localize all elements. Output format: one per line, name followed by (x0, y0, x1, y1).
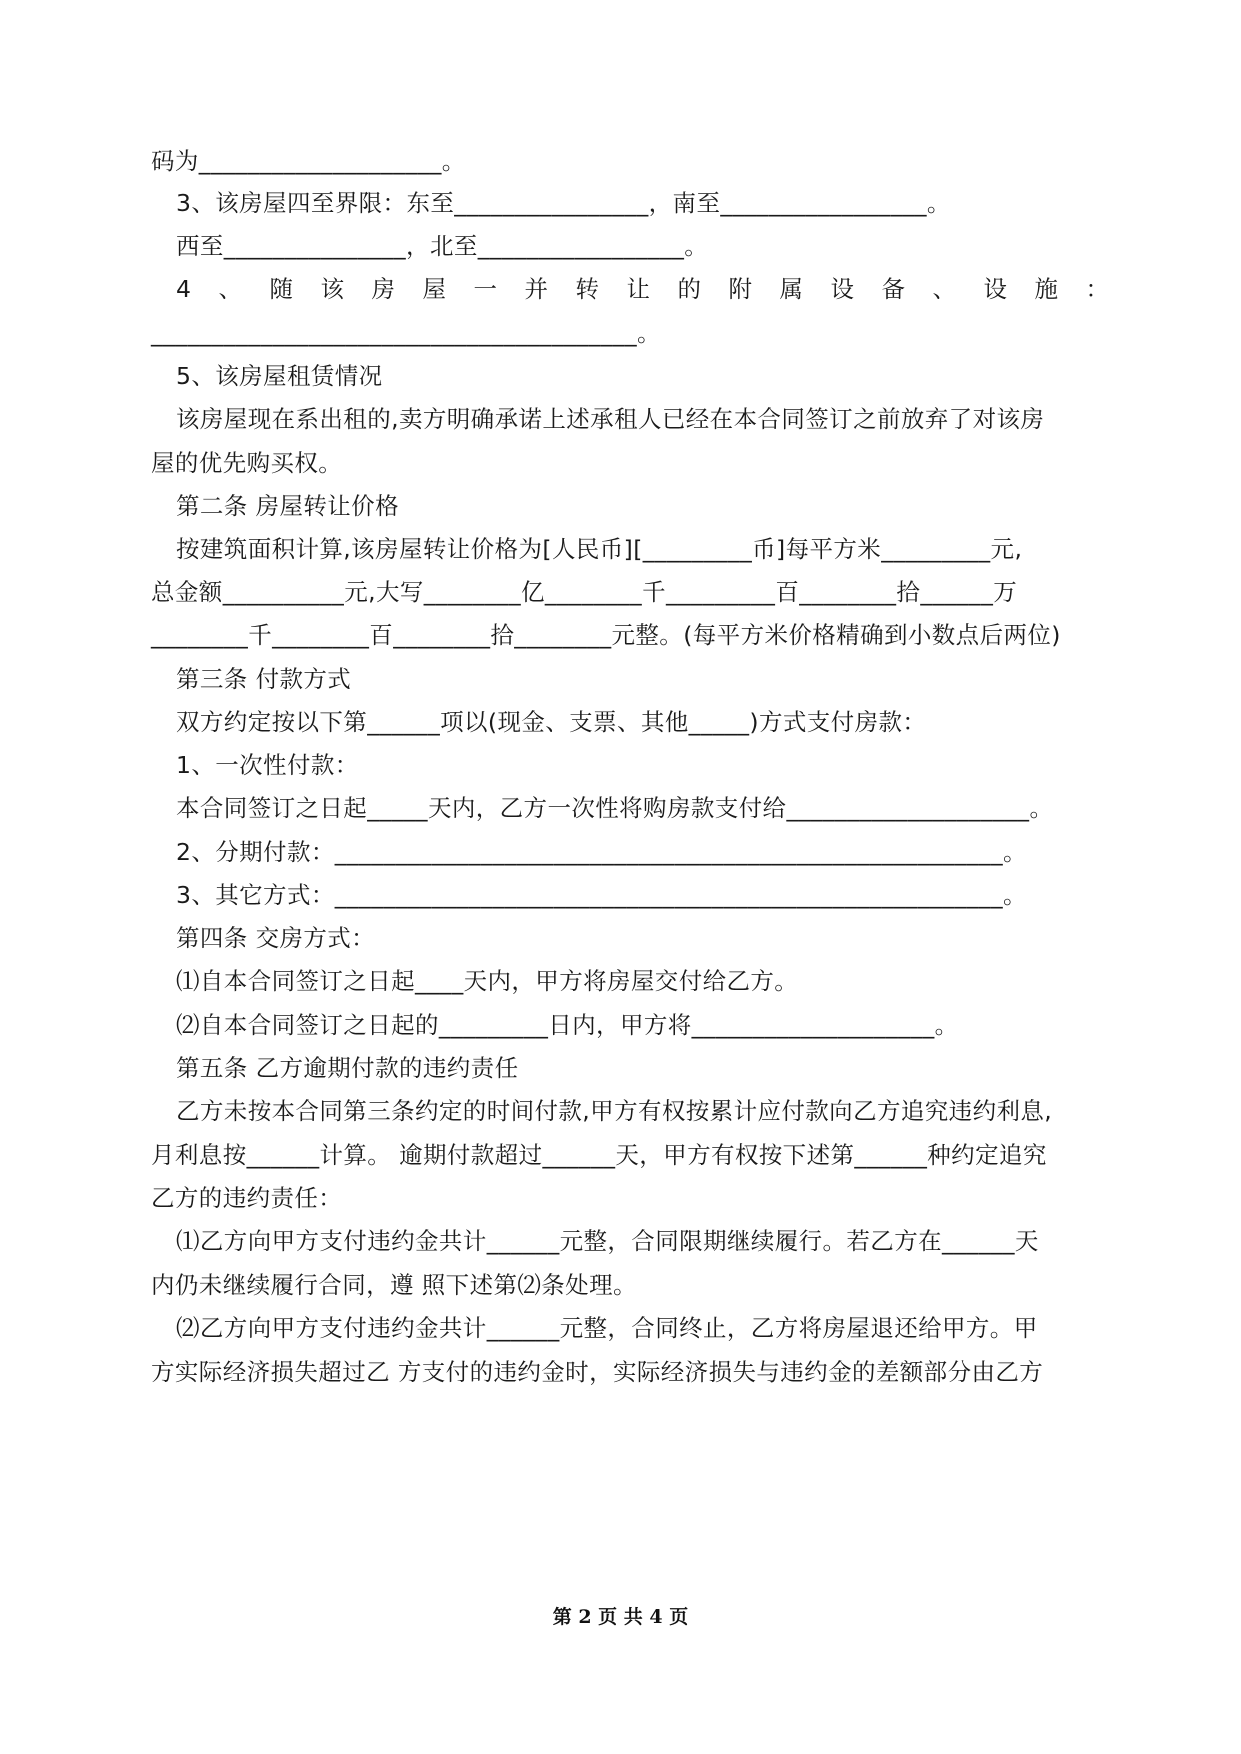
text-line: 按建筑面积计算,该房屋转让价格为[人民币][_________币]每平方米_________元, (176, 535, 1023, 563)
text-line: 5、该房屋租赁情况 (176, 362, 383, 390)
text-line: ⑴自本合同签订之日起____天内，甲方将房屋交付给乙方。 (176, 967, 799, 995)
text-line: 3、其它方式：_______________________________________________________。 (176, 881, 1027, 909)
text-line: 总金额__________元,大写________亿________千_________百________拾______万 (151, 578, 1018, 606)
text-line: 内仍未继续履行合同，遵 照下述第⑵条处理。 (151, 1271, 637, 1299)
text-line: 乙方的违约责任： (151, 1184, 343, 1212)
text-line: 月利息按______计算。 逾期付款超过______天，甲方有权按下述第______种约定追究 (151, 1141, 1047, 1169)
text-line: 第五条 乙方逾期付款的违约责任 (176, 1054, 519, 1082)
text-line: 第三条 付款方式 (176, 665, 352, 693)
text-line: 4、随该房屋一并转让的附属设备、设施： (176, 275, 1137, 303)
page-number-footer: 第 2 页 共 4 页 (552, 1606, 689, 1628)
text-line: ________千________百________拾________元整。(每平方米价格精确到小数点后两位) (151, 621, 1061, 649)
text-line: ⑵自本合同签订之日起的_________日内，甲方将____________________。 (176, 1011, 959, 1039)
text-line: 该房屋现在系出租的,卖方明确承诺上述承租人已经在本合同签订之前放弃了对该房 (176, 405, 1045, 433)
text-line: 第四条 交房方式： (176, 924, 376, 952)
text-line: ________________________________________。 (151, 319, 661, 347)
text-line: 屋的优先购买权。 (151, 449, 343, 477)
text-line: 2、分期付款：_______________________________________________________。 (176, 838, 1027, 866)
text-line: ⑵乙方向甲方支付违约金共计______元整，合同终止，乙方将房屋退还给甲方。甲 (176, 1314, 1038, 1342)
text-line: 西至_______________，北至_________________。 (176, 232, 709, 260)
text-line: 乙方未按本合同第三条约定的时间付款,甲方有权按累计应付款向乙方追究违约利息, (176, 1097, 1053, 1125)
text-line: ⑴乙方向甲方支付违约金共计______元整，合同限期继续履行。若乙方在______天 (176, 1227, 1039, 1255)
text-line: 双方约定按以下第______项以(现金、支票、其他_____)方式支付房款： (176, 708, 927, 736)
text-line: 1、一次性付款： (176, 751, 359, 779)
text-line: 本合同签订之日起_____天内，乙方一次性将购房款支付给____________________。 (176, 794, 1054, 822)
text-line: 方实际经济损失超过乙 方支付的违约金时，实际经济损失与违约金的差额部分由乙方 (151, 1358, 1044, 1386)
text-line: 码为____________________。 (151, 147, 466, 175)
text-line: 3、该房屋四至界限：东至________________，南至_________________。 (176, 189, 951, 217)
text-line: 第二条 房屋转让价格 (176, 492, 399, 520)
